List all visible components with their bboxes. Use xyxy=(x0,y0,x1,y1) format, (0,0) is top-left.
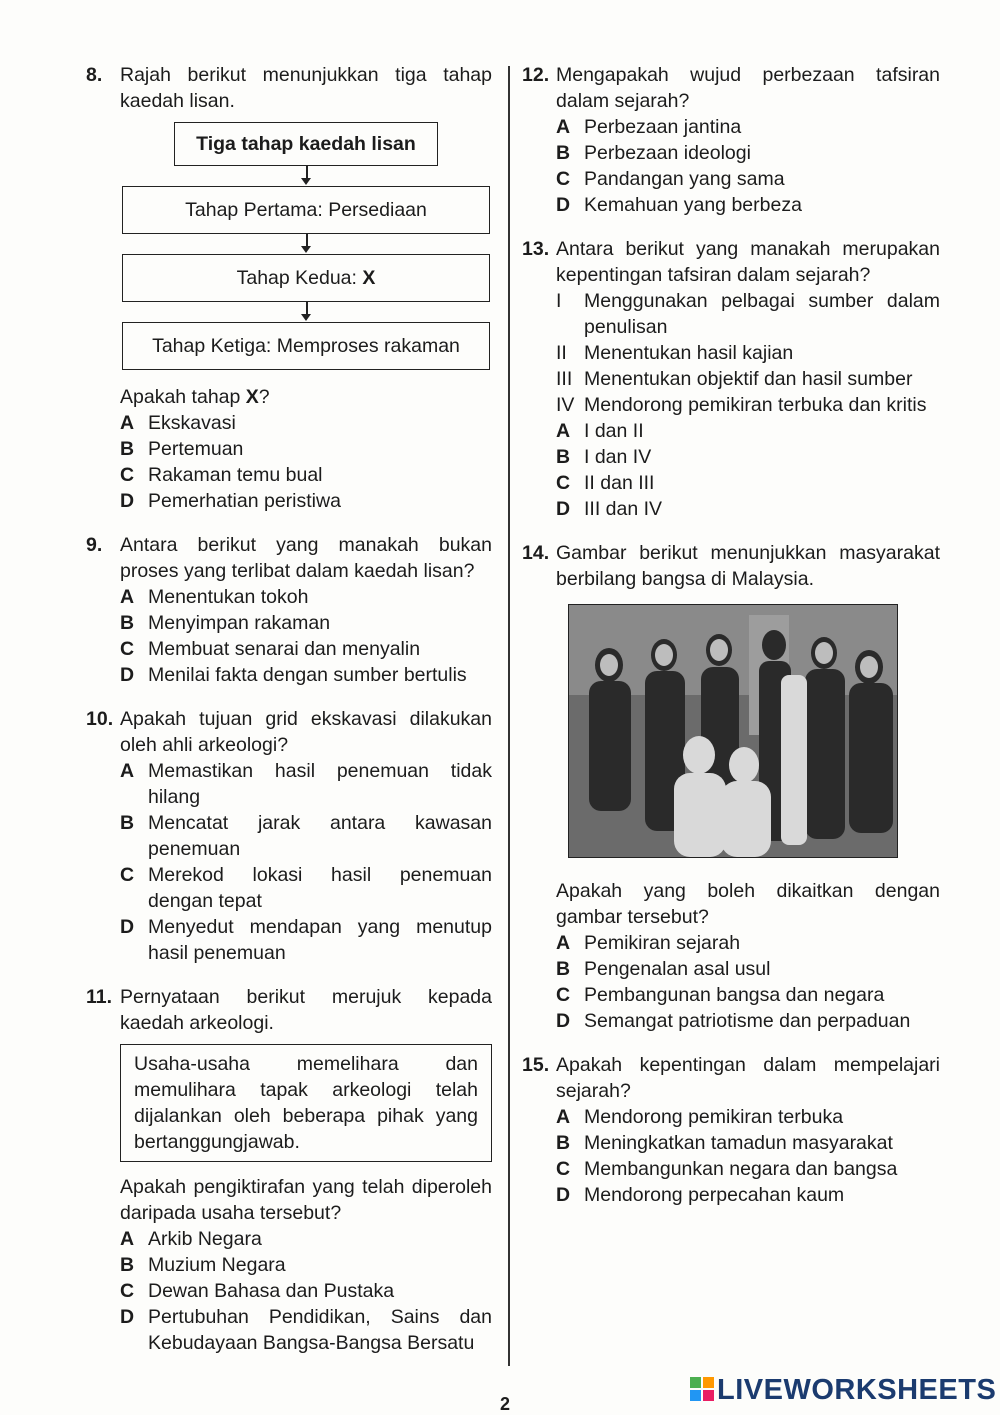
question-11 xyxy=(86,984,492,1356)
option-text: Menyedut mendapan yang menutup hasil penemuan xyxy=(148,916,492,964)
ask-suffix: ? xyxy=(258,386,270,408)
option-c[interactable] xyxy=(556,1156,940,1182)
option-letter: A xyxy=(556,116,571,138)
option-c[interactable] xyxy=(120,862,492,914)
option-text: Memastikan hasil penemuan tidak hilang xyxy=(148,760,492,808)
option-letter: C xyxy=(556,984,571,1006)
roman-text: Menentukan objektif dan hasil sumber xyxy=(584,368,913,390)
option-letter: B xyxy=(120,1254,135,1276)
option-text: Semangat patriotisme dan perpaduan xyxy=(584,1010,911,1032)
option-text: I dan IV xyxy=(584,446,652,468)
roman-text: Menggunakan pelbagai sumber dalam penulisan xyxy=(584,290,940,338)
roman-text: Mendorong pemikiran terbuka dan kritis xyxy=(584,394,927,416)
option-letter: C xyxy=(120,638,135,660)
roman-numeral: II xyxy=(556,342,567,364)
question-ask xyxy=(120,384,492,410)
option-text: Muzium Negara xyxy=(148,1254,286,1276)
option-text: Meningkatkan tamadun masyarakat xyxy=(584,1132,893,1154)
question-number: 10. xyxy=(86,708,114,730)
option-b[interactable] xyxy=(556,140,940,166)
flowchart-step-1: Tahap Pertama: Persediaan xyxy=(122,186,490,234)
option-b[interactable] xyxy=(556,1130,940,1156)
question-number: 14. xyxy=(522,542,550,564)
roman-text: Menentukan hasil kajian xyxy=(584,342,794,364)
option-c[interactable] xyxy=(120,462,492,488)
brand-text: LIVEWORKSHEETS xyxy=(717,1374,997,1406)
option-text: Pengenalan asal usul xyxy=(584,958,771,980)
option-text: Menyimpan rakaman xyxy=(148,612,331,634)
option-b[interactable] xyxy=(120,810,492,862)
question-12 xyxy=(522,62,940,218)
question-number: 9. xyxy=(86,534,103,556)
option-letter: B xyxy=(120,612,135,634)
option-d[interactable] xyxy=(120,1304,492,1356)
flowchart-step-2 xyxy=(122,254,490,302)
question-10 xyxy=(86,706,492,966)
option-letter: B xyxy=(556,958,571,980)
option-letter: D xyxy=(120,916,135,938)
down-arrow-icon xyxy=(122,302,490,322)
option-text: II dan III xyxy=(584,472,655,494)
option-letter: A xyxy=(120,760,135,782)
option-text: Perbezaan jantina xyxy=(584,116,742,138)
option-text: Dewan Bahasa dan Pustaka xyxy=(148,1280,395,1302)
option-d[interactable] xyxy=(120,488,492,514)
option-letter: A xyxy=(556,1106,571,1128)
option-letter: D xyxy=(120,1306,135,1328)
option-letter: C xyxy=(120,864,135,886)
ask-text: Apakah tahap xyxy=(120,386,246,408)
liveworksheets-logo xyxy=(690,1374,996,1407)
left-column xyxy=(86,62,492,1374)
roman-item-2 xyxy=(556,340,940,366)
option-text: III dan IV xyxy=(584,498,663,520)
option-d[interactable] xyxy=(556,1008,940,1034)
option-text: Mencatat jarak antara kawasan penemuan xyxy=(148,812,492,860)
option-b[interactable] xyxy=(556,444,940,470)
option-letter: C xyxy=(120,1280,135,1302)
option-letter: C xyxy=(556,472,571,494)
roman-numeral: III xyxy=(556,368,573,390)
question-number: 11. xyxy=(86,986,113,1008)
roman-item-1 xyxy=(556,288,940,340)
step-2-x: X xyxy=(362,267,376,289)
option-letter: A xyxy=(120,586,135,608)
question-13 xyxy=(522,236,940,522)
ask-x: X xyxy=(245,386,259,408)
column-divider xyxy=(508,66,510,1366)
option-text: Membuat senarai dan menyalin xyxy=(148,638,421,660)
option-letter: C xyxy=(556,168,571,190)
step-2-label: Tahap Kedua: xyxy=(236,267,363,289)
option-text: Pemerhatian peristiwa xyxy=(148,490,341,512)
option-a[interactable] xyxy=(120,758,492,810)
group-photo-image xyxy=(568,604,898,858)
option-c[interactable] xyxy=(556,982,940,1008)
option-text: Menilai fakta dengan sumber bertulis xyxy=(148,664,467,686)
option-text: Kemahuan yang berbeza xyxy=(584,194,802,216)
option-b[interactable] xyxy=(120,1252,492,1278)
option-letter: B xyxy=(120,812,135,834)
option-letter: D xyxy=(120,490,135,512)
down-arrow-icon xyxy=(122,166,490,186)
roman-numeral: IV xyxy=(556,394,575,416)
option-a[interactable] xyxy=(120,1226,492,1252)
option-a[interactable] xyxy=(556,418,940,444)
option-letter: B xyxy=(120,438,135,460)
group-photo-illustration xyxy=(569,605,897,857)
option-b[interactable] xyxy=(556,956,940,982)
option-text: Arkib Negara xyxy=(148,1228,262,1250)
option-text: Pertubuhan Pendidikan, Sains dan Kebudayaan Bangsa-Bangsa Bersatu xyxy=(148,1306,492,1354)
option-letter: C xyxy=(556,1158,571,1180)
page-number: 2 xyxy=(500,1394,511,1414)
option-letter: A xyxy=(120,412,135,434)
option-letter: A xyxy=(556,932,571,954)
roman-item-3 xyxy=(556,366,940,392)
option-d[interactable] xyxy=(556,1182,940,1208)
flowchart xyxy=(122,122,490,370)
option-text: Menentukan tokoh xyxy=(148,586,309,608)
option-text: Ekskavasi xyxy=(148,412,236,434)
question-stem: Mengapakah wujud perbezaan tafsiran dalam sejarah? xyxy=(556,64,940,112)
down-arrow-icon xyxy=(122,234,490,254)
option-c[interactable] xyxy=(556,470,940,496)
option-text: Pembangunan bangsa dan negara xyxy=(584,984,885,1006)
option-letter: D xyxy=(556,194,571,216)
option-d[interactable] xyxy=(556,192,940,218)
question-number: 8. xyxy=(86,64,103,86)
option-letter: B xyxy=(556,142,571,164)
option-text: Pertemuan xyxy=(148,438,244,460)
option-a[interactable] xyxy=(556,114,940,140)
option-a[interactable] xyxy=(120,410,492,436)
option-letter: D xyxy=(556,1184,571,1206)
question-15 xyxy=(522,1052,940,1208)
roman-item-4 xyxy=(556,392,940,418)
question-8 xyxy=(86,62,492,514)
option-a[interactable] xyxy=(556,930,940,956)
question-stem: Apakah tujuan grid ekskavasi dilakukan oleh ahli arkeologi? xyxy=(120,708,492,756)
option-text: Merekod lokasi hasil penemuan dengan tepat xyxy=(148,864,492,912)
option-letter: D xyxy=(556,498,571,520)
option-d[interactable] xyxy=(120,662,492,688)
option-a[interactable] xyxy=(556,1104,940,1130)
roman-numeral: I xyxy=(556,290,562,312)
question-ask: Apakah yang boleh dikaitkan dengan gambar tersebut? xyxy=(556,880,940,928)
option-c[interactable] xyxy=(556,166,940,192)
question-ask: Apakah pengiktirafan yang telah diperoleh daripada usaha tersebut? xyxy=(120,1176,492,1224)
question-stem: Antara berikut yang manakah merupakan kepentingan tafsiran dalam sejarah? xyxy=(556,238,940,286)
question-number: 12. xyxy=(522,64,550,86)
question-stem: Apakah kepentingan dalam mempelajari sejarah? xyxy=(556,1054,940,1102)
question-stem: Pernyataan berikut merujuk kepada kaedah arkeologi. xyxy=(120,986,492,1034)
question-stem: Rajah berikut menunjukkan tiga tahap kaedah lisan. xyxy=(120,64,492,112)
question-number: 13. xyxy=(522,238,550,260)
option-b[interactable] xyxy=(120,436,492,462)
right-column xyxy=(522,62,940,1226)
option-text: Pemikiran sejarah xyxy=(584,932,741,954)
option-letter: D xyxy=(120,664,135,686)
option-d[interactable] xyxy=(120,914,492,966)
option-text: Perbezaan ideologi xyxy=(584,142,751,164)
statement-box: Usaha-usaha memelihara dan memulihara tapak arkeologi telah dijalankan oleh beberapa pihak yang bertanggungjawab. xyxy=(120,1044,492,1162)
question-14 xyxy=(522,540,940,1034)
flowchart-step-3: Tahap Ketiga: Memproses rakaman xyxy=(122,322,490,370)
option-text: I dan II xyxy=(584,420,644,442)
option-text: Mendorong perpecahan kaum xyxy=(584,1184,845,1206)
option-letter: A xyxy=(556,420,571,442)
liveworksheets-grid-icon xyxy=(690,1377,714,1401)
question-9 xyxy=(86,532,492,688)
option-letter: A xyxy=(120,1228,135,1250)
option-letter: D xyxy=(556,1010,571,1032)
option-text: Rakaman temu bual xyxy=(148,464,323,486)
question-stem: Gambar berikut menunjukkan masyarakat berbilang bangsa di Malaysia. xyxy=(556,542,940,590)
option-text: Pandangan yang sama xyxy=(584,168,785,190)
question-stem: Antara berikut yang manakah bukan proses yang terlibat dalam kaedah lisan? xyxy=(120,534,492,582)
option-letter: B xyxy=(556,1132,571,1154)
option-b[interactable] xyxy=(120,610,492,636)
option-c[interactable] xyxy=(120,636,492,662)
question-number: 15. xyxy=(522,1054,550,1076)
option-letter: C xyxy=(120,464,135,486)
flowchart-title: Tiga tahap kaedah lisan xyxy=(174,122,438,166)
option-text: Membangunkan negara dan bangsa xyxy=(584,1158,898,1180)
option-a[interactable] xyxy=(120,584,492,610)
option-letter: B xyxy=(556,446,571,468)
option-text: Mendorong pemikiran terbuka xyxy=(584,1106,844,1128)
option-c[interactable] xyxy=(120,1278,492,1304)
option-d[interactable] xyxy=(556,496,940,522)
